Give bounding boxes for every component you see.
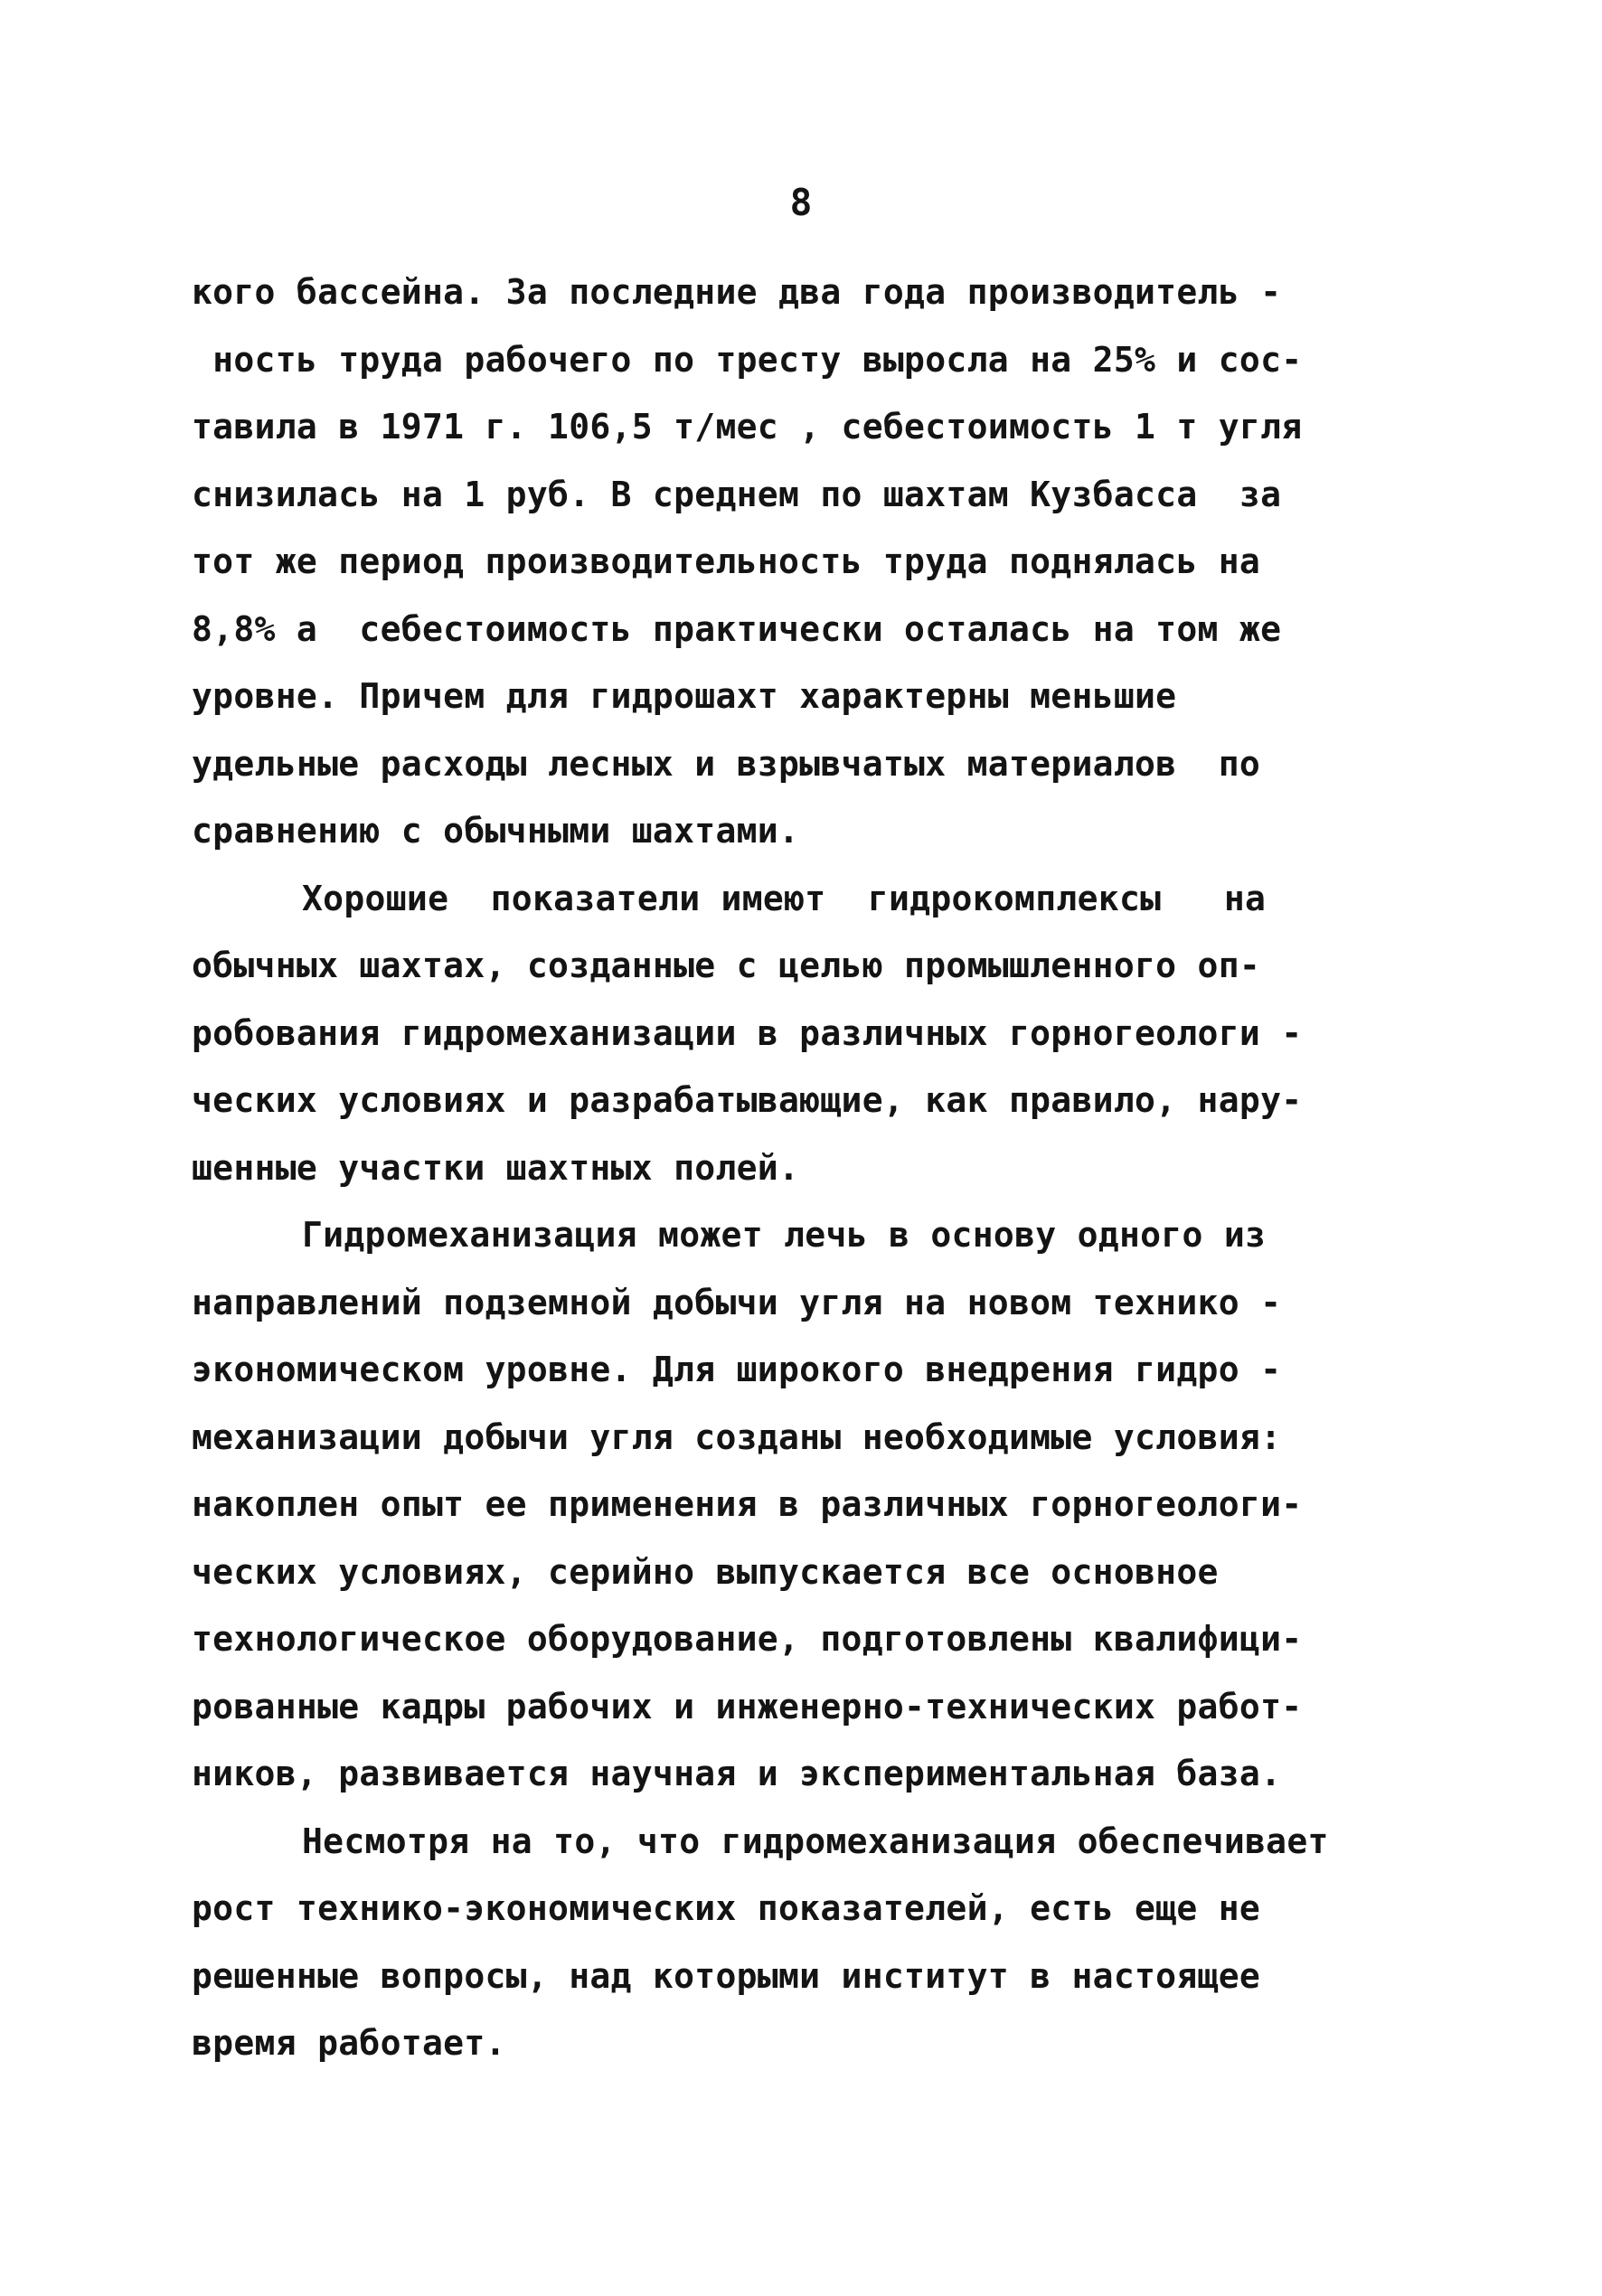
page-number: 8 [789, 181, 813, 224]
text-line: время работает. [192, 2023, 506, 2063]
text-line: сравнению с обычными шахтами. [192, 811, 800, 851]
body-text [192, 259, 1412, 2077]
paragraph-start-line: Несмотря на то, что гидромеханизация обеспечивает [302, 1821, 1329, 1861]
text-line: механизации добычи угля созданы необходимые условия: [192, 1416, 1282, 1457]
text-line: уровне. Причем для гидрошахт характерны меньшие [192, 676, 1177, 716]
text-line: робования гидромеханизации в различных горногеологи - [192, 1012, 1303, 1053]
paragraph-start-line: Хорошие показатели имеют гидрокомплексы на [302, 878, 1267, 918]
text-line: тот же период производительность труда поднялась на [192, 541, 1261, 581]
text-line: ческих условиях, серийно выпускается все основное [192, 1551, 1219, 1592]
text-line: накоплен опыт ее применения в различных горногеологи- [192, 1484, 1303, 1524]
text-line: направлений подземной добычи угля на новом технико - [192, 1282, 1282, 1322]
text-line: экономическом уровне. Для широкого внедрения гидро - [192, 1350, 1282, 1389]
text-line: обычных шахтах, созданные с целью промышленного оп- [192, 946, 1261, 985]
text-line: рост технико-экономических показателей, есть еще не [192, 1888, 1261, 1928]
text-line: технологическое оборудование, подготовлены квалифици- [192, 1619, 1303, 1659]
text-line: ность труда рабочего по тресту выросла на 25% и сос- [192, 339, 1303, 380]
paragraph-start-line: Гидромеханизация может лечь в основу одного из [302, 1215, 1267, 1255]
text-line: ческих условиях и разрабатывающие, как правило, нару- [192, 1080, 1303, 1120]
text-line: тавила в 1971 г. 106,5 т/мес , себестоимость 1 т угля [192, 407, 1303, 447]
text-line: удельные расходы лесных и взрывчатых материалов по [192, 743, 1261, 784]
text-line: кого бассейна. За последние два года производитель - [192, 272, 1282, 312]
text-line: 8,8% а себестоимость практически осталась на том же [192, 608, 1282, 649]
text-line: решенные вопросы, над которыми институт в настоящее [192, 1955, 1261, 1996]
text-line: снизилась на 1 руб. В среднем по шахтам Кузбасса за [192, 474, 1282, 514]
text-line: шенные участки шахтных полей. [192, 1147, 800, 1188]
text-line: рованные кадры рабочих и инженерно-технических работ- [192, 1686, 1303, 1727]
text-line: ников, развивается научная и экспериментальная база. [192, 1754, 1282, 1793]
